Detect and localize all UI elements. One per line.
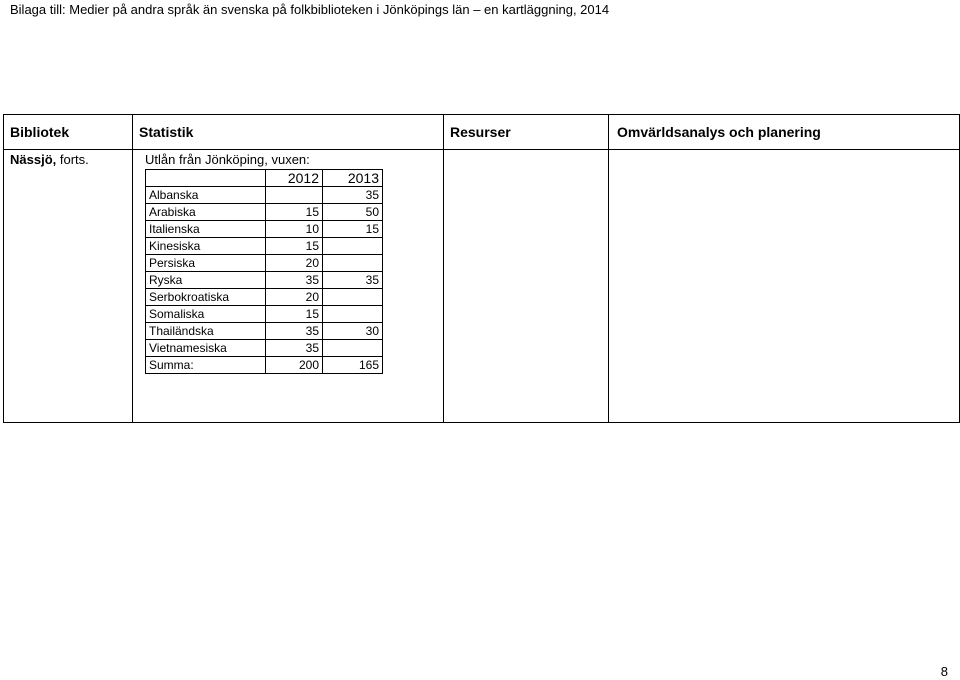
language-name: Kinesiska [146, 238, 266, 255]
language-name: Italienska [146, 221, 266, 238]
language-loans-table [145, 169, 383, 374]
statistics-heading: Utlån från Jönköping, vuxen: [145, 152, 310, 167]
language-name: Arabiska [146, 204, 266, 221]
library-cell [4, 150, 133, 423]
language-row [146, 306, 383, 323]
language-value-2013 [323, 289, 383, 306]
language-row [146, 272, 383, 289]
page-header-title: Bilaga till: Medier på andra språk än svenska på folkbiblioteken i Jönköpings län – en kartläggning, 2014 [10, 2, 610, 17]
sum-2013: 165 [323, 357, 383, 374]
language-value-2012: 35 [266, 323, 323, 340]
language-row [146, 255, 383, 272]
language-value-2013: 15 [323, 221, 383, 238]
library-name-suffix: forts. [56, 152, 89, 167]
language-name: Serbokroatiska [146, 289, 266, 306]
year-2012-header: 2012 [266, 170, 323, 187]
table-header-row [4, 115, 960, 150]
language-name: Ryska [146, 272, 266, 289]
language-row [146, 289, 383, 306]
language-name: Somaliska [146, 306, 266, 323]
statistics-cell [133, 150, 444, 423]
language-row [146, 340, 383, 357]
column-header-resurser: Resurser [444, 115, 609, 150]
language-name: Albanska [146, 187, 266, 204]
column-header-bibliotek: Bibliotek [4, 115, 133, 150]
library-table [3, 114, 960, 423]
language-value-2012: 15 [266, 306, 323, 323]
page-number: 8 [940, 664, 948, 679]
language-table-header [146, 170, 383, 187]
sum-label: Summa: [146, 357, 266, 374]
library-name-bold: Nässjö, [10, 152, 57, 167]
language-value-2013 [323, 238, 383, 255]
column-header-omvarldsanalys: Omvärldsanalys och planering [609, 115, 960, 150]
language-value-2012: 35 [266, 272, 323, 289]
resources-cell [444, 150, 609, 423]
language-value-2013 [323, 340, 383, 357]
column-header-statistik: Statistik [133, 115, 444, 150]
language-value-2013: 50 [323, 204, 383, 221]
language-row [146, 187, 383, 204]
language-name: Vietnamesiska [146, 340, 266, 357]
language-value-2013 [323, 255, 383, 272]
language-value-2013: 35 [323, 187, 383, 204]
language-column-empty [146, 170, 266, 187]
language-name: Persiska [146, 255, 266, 272]
language-value-2013: 35 [323, 272, 383, 289]
language-value-2012: 10 [266, 221, 323, 238]
language-value-2012: 35 [266, 340, 323, 357]
language-value-2013: 30 [323, 323, 383, 340]
language-row [146, 238, 383, 255]
language-value-2012: 15 [266, 204, 323, 221]
language-name: Thailändska [146, 323, 266, 340]
table-row [4, 150, 960, 423]
language-row [146, 323, 383, 340]
language-value-2012 [266, 187, 323, 204]
year-2013-header: 2013 [323, 170, 383, 187]
sum-2012: 200 [266, 357, 323, 374]
planning-cell [609, 150, 960, 423]
language-row [146, 204, 383, 221]
language-value-2012: 20 [266, 255, 323, 272]
language-value-2012: 15 [266, 238, 323, 255]
library-name [10, 152, 132, 167]
language-value-2013 [323, 306, 383, 323]
language-value-2012: 20 [266, 289, 323, 306]
sum-row [146, 357, 383, 374]
language-row [146, 221, 383, 238]
